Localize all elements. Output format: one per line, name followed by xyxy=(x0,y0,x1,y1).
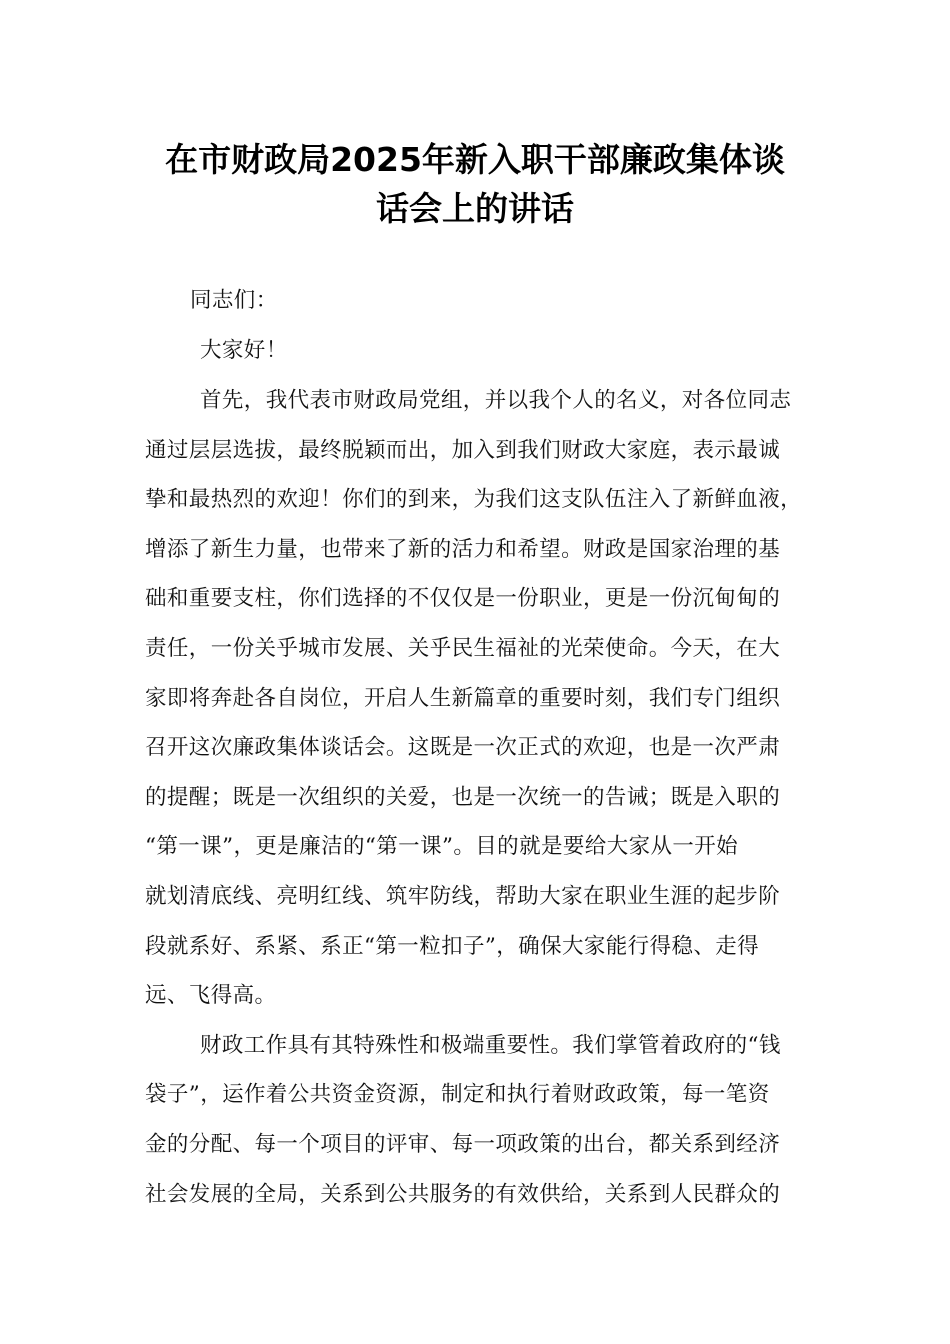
paragraph-line: 通过层层选拔，最终脱颖而出，加入到我们财政大家庭，表示最诚 xyxy=(145,437,781,463)
paragraph-line: 础和重要支柱，你们选择的不仅仅是一份职业，更是一份沉甸甸的 xyxy=(145,586,781,612)
paragraph-line: 家即将奔赴各自岗位，开启人生新篇章的重要时刻，我们专门组织 xyxy=(145,685,781,711)
paragraph-line: 远、飞得高。 xyxy=(145,983,277,1009)
paragraph-line: 的提醒；既是一次组织的关爱，也是一次统一的告诫；既是入职的 xyxy=(145,784,781,810)
paragraph-line: 增添了新生力量，也带来了新的活力和希望。财政是国家治理的基 xyxy=(145,536,781,562)
paragraph-line: 责任，一份关乎城市发展、关乎民生福祉的光荣使命。今天，在大 xyxy=(145,636,781,661)
paragraph-line: 召开这次廉政集体谈话会。这既是一次正式的欢迎，也是一次严肃 xyxy=(145,735,781,761)
document-title-line-2: 话会上的讲话 xyxy=(376,189,574,228)
paragraph-line: 首先，我代表市财政局党组，并以我个人的名义，对各位同志 xyxy=(200,388,792,413)
salutation: 同志们： xyxy=(190,288,278,313)
paragraph-line: “第一课”，更是廉洁的“第一课”。目的就是要给大家从一开始 xyxy=(145,834,739,860)
paragraph-line: 金的分配、每一个项目的评审、每一项政策的出台，都关系到经济 xyxy=(145,1132,781,1157)
document-title-line-1: 在市财政局2025年新入职干部廉政集体谈 xyxy=(165,140,785,179)
paragraph-line: 袋子”，运作着公共资金资源，制定和执行着财政政策，每一笔资 xyxy=(145,1082,770,1108)
paragraph-line: 财政工作具有其特殊性和极端重要性。我们掌管着政府的“钱 xyxy=(200,1032,781,1058)
paragraph-line: 段就系好、系紧、系正“第一粒扣子”，确保大家能行得稳、走得 xyxy=(145,933,760,959)
paragraph-line: 挚和最热烈的欢迎！你们的到来，为我们这支队伍注入了新鲜血液， xyxy=(145,487,803,513)
paragraph-line: 社会发展的全局，关系到公共服务的有效供给，关系到人民群众的 xyxy=(145,1181,781,1207)
greeting: 大家好！ xyxy=(200,338,288,363)
paragraph-line: 就划清底线、亮明红线、筑牢防线，帮助大家在职业生涯的起步阶 xyxy=(145,884,781,909)
